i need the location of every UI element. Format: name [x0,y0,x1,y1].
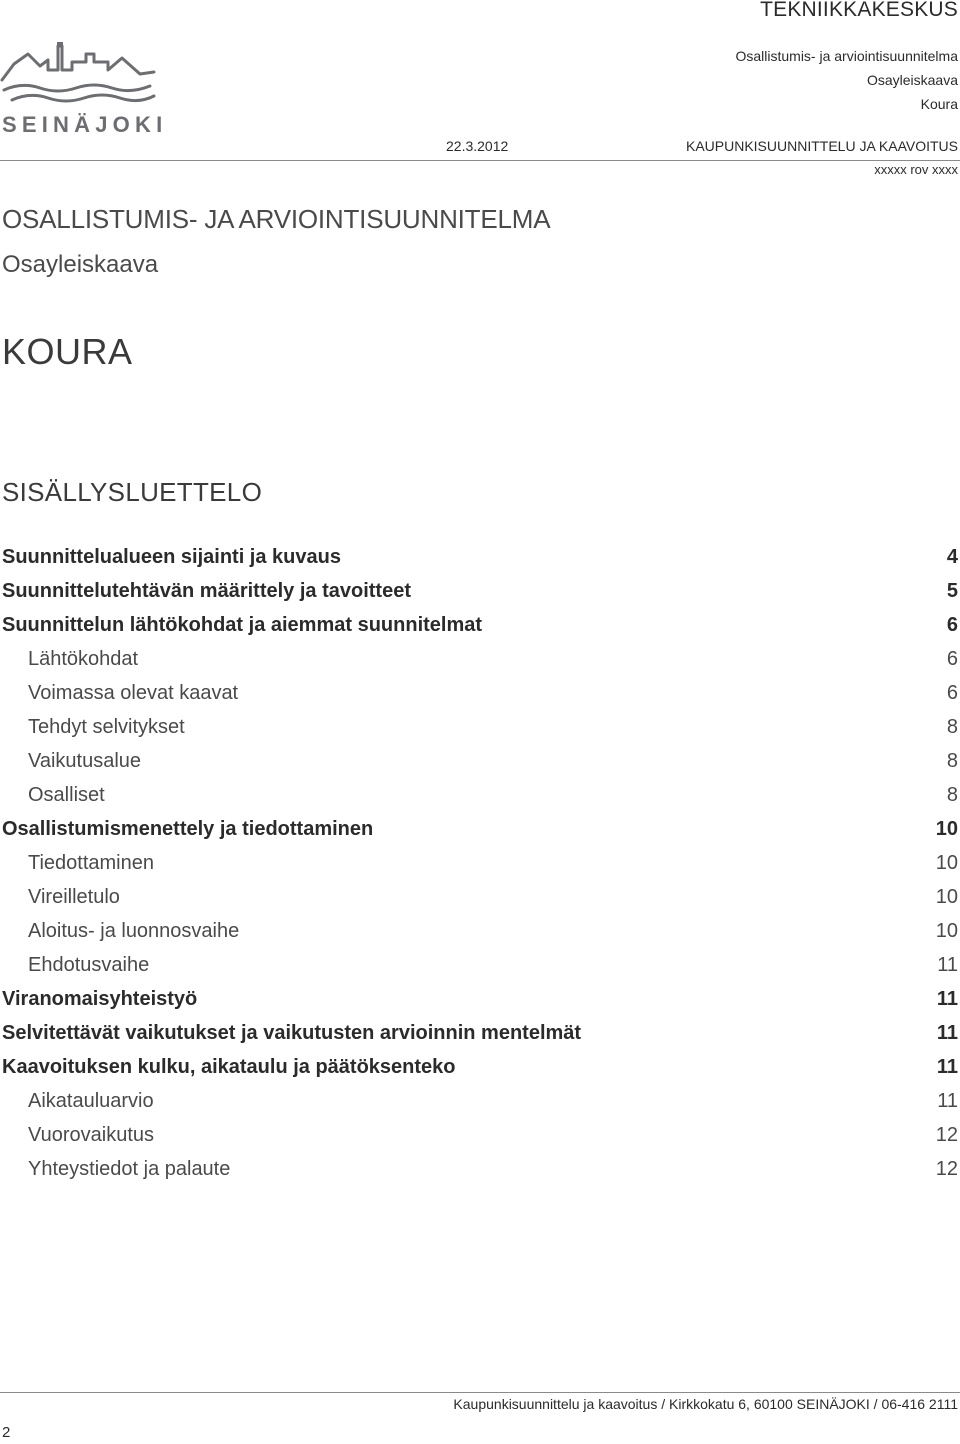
toc-entry-label: Aloitus- ja luonnosvaihe [28,920,240,942]
toc-entry-label: Tiedottaminen [28,852,154,874]
toc-entry-page: 4 [946,546,958,568]
header-doc-type: Osallistumis- ja arviointisuunnitelma [735,48,958,64]
toc-entry-label: Selvitettävät vaikutukset ja vaikutusten arvioinnin mentelmät [2,1022,582,1044]
header-reference: xxxxx rov xxxx [874,162,958,177]
toc-entry-page: 11 [936,1022,958,1044]
toc-entry-page: 11 [937,1090,958,1112]
header-unit: KAUPUNKISUUNNITTELU JA KAAVOITUS [685,138,958,154]
toc-entry-page: 12 [935,1124,958,1146]
header-area: Koura [920,96,958,112]
toc-entry-page: 8 [946,784,958,806]
toc-subentry[interactable] [0,880,960,914]
place-name: KOURA [2,331,133,372]
toc-entry-label: Suunnittelutehtävän määrittely ja tavoitteet [2,580,411,602]
page-number: 2 [2,1424,11,1441]
toc-subentry[interactable] [0,846,960,880]
toc-subentry[interactable] [0,676,960,710]
toc-entry-label: Lähtökohdat [28,648,139,670]
seinajoki-logo [0,40,168,140]
logo-wordmark: SEINÄJOKI [2,112,168,137]
footer-contact: Kaupunkisuunnittelu ja kaavoitus / Kirkkokatu 6, 60100 SEINÄJOKI / 06-416 2111 [453,1396,958,1412]
toc-entry-label: Viranomaisyhteistyö [2,988,198,1010]
header-divider [0,160,960,161]
toc-entry-page: 10 [935,920,958,942]
toc-entry[interactable] [0,1050,960,1084]
toc-entry-label: Yhteystiedot ja palaute [28,1158,231,1180]
document-subtitle: Osayleiskaava [2,251,159,278]
toc-entry-label: Aikatauluarvio [28,1090,154,1112]
toc-entry-page: 11 [937,954,958,976]
toc-entry-page: 5 [946,580,958,602]
toc-entry[interactable] [0,540,960,574]
toc-entry-label: Osalliset [28,784,105,806]
toc-entry-page: 8 [946,750,958,772]
toc-subentry[interactable] [0,1084,960,1118]
toc-entry-page: 11 [936,988,958,1010]
toc-heading: SISÄLLYSLUETTELO [2,477,263,507]
toc-entry-label: Osallistumismenettely ja tiedottaminen [2,818,374,840]
toc-entry-page: 12 [935,1158,958,1180]
toc-entry-label: Vireilletulo [28,886,120,908]
toc-subentry[interactable] [0,710,960,744]
department-name: TEKNIIKKAKESKUS [760,0,958,21]
toc-entry[interactable] [0,574,960,608]
toc-subentry[interactable] [0,914,960,948]
toc-entry-page: 10 [935,818,958,840]
toc-subentry[interactable] [0,778,960,812]
toc-entry[interactable] [0,1016,960,1050]
toc-entry-page: 11 [936,1056,958,1078]
city-skyline-logo-icon [0,40,160,112]
toc-entry-label: Kaavoituksen kulku, aikataulu ja päätöksenteko [2,1056,456,1078]
footer-divider [0,1392,960,1393]
toc-subentry[interactable] [0,1118,960,1152]
toc-subentry[interactable] [0,642,960,676]
toc-entry-label: Voimassa olevat kaavat [28,682,239,704]
toc-entry-page: 6 [946,648,958,670]
toc-entry-label: Ehdotusvaihe [28,954,150,976]
toc-entry-page: 10 [935,852,958,874]
toc-entry[interactable] [0,812,960,846]
toc-entry-label: Tehdyt selvitykset [28,716,185,738]
table-of-contents [0,540,960,1186]
toc-entry-page: 6 [946,614,958,636]
toc-subentry[interactable] [0,1152,960,1186]
header-plan-type: Osayleiskaava [866,72,958,88]
document-date: 22.3.2012 [446,138,509,154]
document-title: OSALLISTUMIS- JA ARVIOINTISUUNNITELMA [2,204,551,234]
toc-entry[interactable] [0,608,960,642]
toc-entry-page: 8 [946,716,958,738]
toc-entry[interactable] [0,982,960,1016]
toc-subentry[interactable] [0,744,960,778]
toc-subentry[interactable] [0,948,960,982]
toc-entry-label: Suunnittelualueen sijainti ja kuvaus [2,546,341,568]
toc-entry-label: Suunnittelun lähtökohdat ja aiemmat suunnitelmat [2,614,483,636]
toc-entry-page: 6 [946,682,958,704]
toc-entry-page: 10 [935,886,958,908]
toc-entry-label: Vaikutusalue [28,750,142,772]
toc-entry-label: Vuorovaikutus [28,1124,154,1146]
